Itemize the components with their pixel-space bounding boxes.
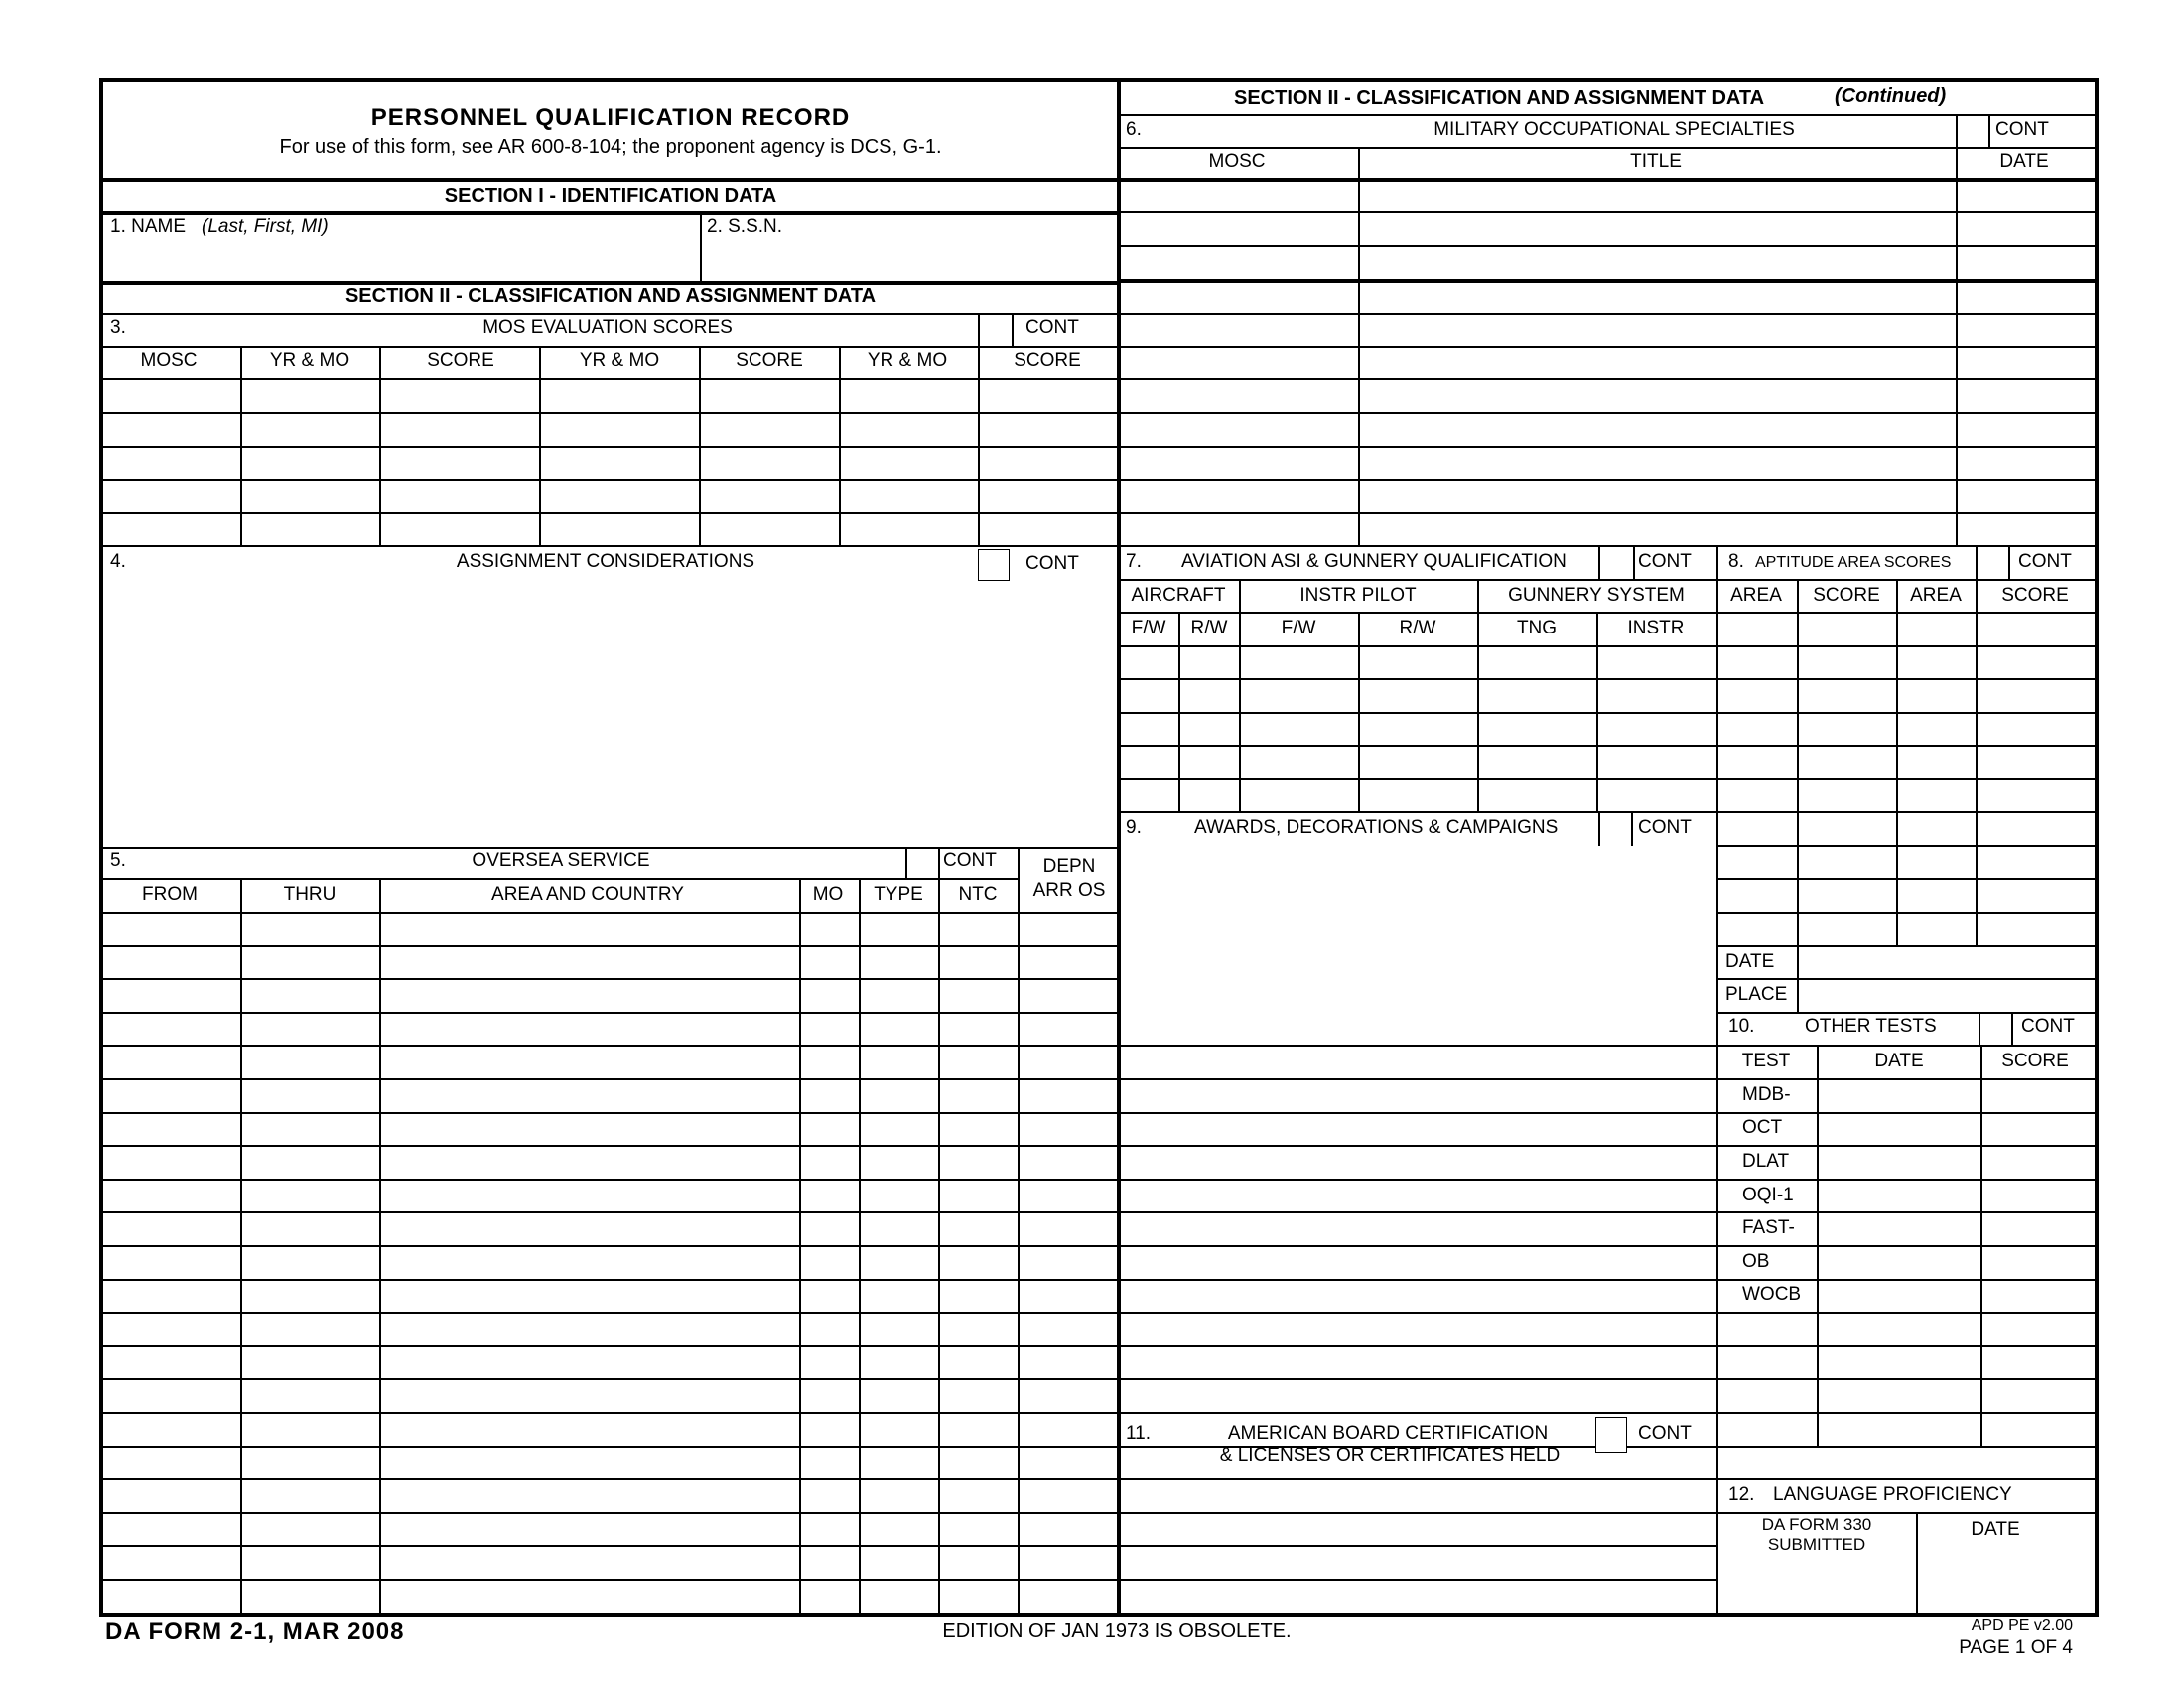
block-8-header-area-2: AREA xyxy=(1910,585,1962,606)
block-10-test-mdb: MDB- xyxy=(1742,1084,1791,1105)
block-12-submitted-field[interactable] xyxy=(1720,1557,1913,1611)
block-10-cont-label: CONT xyxy=(2021,1016,2075,1037)
edition-note: EDITION OF JAN 1973 IS OBSOLETE. xyxy=(942,1620,1292,1642)
block-5-row-line xyxy=(99,1145,1119,1147)
block-10-test-ob: OB xyxy=(1742,1251,1770,1272)
block-9-row-line xyxy=(1119,1245,1716,1247)
block-6-header-rule xyxy=(1119,147,2097,149)
block-8-place-field[interactable] xyxy=(1799,980,2092,1010)
block-10-row-line xyxy=(1716,1179,2097,1181)
block-7-sub-aircraft-rw: R/W xyxy=(1190,618,1228,638)
block-7-row-line xyxy=(1119,745,2097,747)
block-3-bottom-rule xyxy=(99,545,1119,547)
block-5-row-line xyxy=(99,1078,1119,1080)
block-7-cont-box-left xyxy=(1633,546,1635,579)
block-11-row-line xyxy=(1119,1545,1716,1547)
name-field[interactable] xyxy=(103,240,695,278)
block-6-title: MILITARY OCCUPATIONAL SPECIALTIES xyxy=(1433,119,1795,140)
block-10-row-line xyxy=(1716,1312,2097,1314)
block-5-row-line xyxy=(99,1345,1119,1347)
block-5-cont-checkbox[interactable] xyxy=(907,849,937,878)
block-5-row-line xyxy=(99,1312,1119,1314)
block-7-header-rule xyxy=(1119,579,2097,581)
block-5-row-line xyxy=(99,1012,1119,1014)
block-11-block-12-divider xyxy=(1716,1579,1718,1613)
block-10-row-line xyxy=(1716,1378,2097,1380)
block-6-row-line xyxy=(1119,279,2097,283)
form-number: DA FORM 2-1, MAR 2008 xyxy=(105,1618,405,1645)
block-10-test-dlat: DLAT xyxy=(1742,1151,1790,1172)
section-1-rule xyxy=(99,211,1119,215)
block-5-row-line xyxy=(99,978,1119,980)
block-12-header-da-form-330: DA FORM 330 xyxy=(1761,1515,1872,1534)
block-3-cont-label: CONT xyxy=(1025,317,1079,338)
block-5-header-arr-os: ARR OS xyxy=(1032,880,1106,901)
block-9-row-line xyxy=(1119,1211,1716,1213)
block-5-row-line xyxy=(99,1378,1119,1380)
block-6-row-line xyxy=(1119,512,2097,514)
block-5-header-mo: MO xyxy=(812,884,844,905)
block-11-title-line-1: AMERICAN BOARD CERTIFICATION xyxy=(1227,1423,1549,1444)
block-7-row-line xyxy=(1119,778,2097,780)
block-12-header-date: DATE xyxy=(1971,1519,2020,1540)
block-4-cont-label: CONT xyxy=(1025,553,1079,574)
block-7-col-line xyxy=(1477,579,1479,812)
block-6-header-date: DATE xyxy=(1999,151,2049,172)
block-6-row-line xyxy=(1119,446,2097,448)
block-9-title: AWARDS, DECORATIONS & CAMPAIGNS xyxy=(1194,817,1559,838)
block-6-row-line xyxy=(1119,412,2097,414)
block-7-block-8-divider xyxy=(1716,546,1718,1579)
block-5-header-from: FROM xyxy=(142,884,198,905)
block-8-col-line xyxy=(1976,579,1978,945)
block-5-row-line xyxy=(99,1579,1119,1581)
block-6-top-rule xyxy=(1119,114,2097,116)
block-9-row-line xyxy=(1119,1112,1716,1114)
block-5-row-line xyxy=(99,1446,1119,1448)
block-8-row-line xyxy=(1716,912,2097,914)
block-5-header-thru: THRU xyxy=(283,884,337,905)
block-4-cont-checkbox[interactable] xyxy=(978,549,1010,581)
block-8-place-label: PLACE xyxy=(1725,984,1788,1005)
block-10-title: OTHER TESTS xyxy=(1805,1016,1937,1037)
block-6-header-title: TITLE xyxy=(1630,151,1682,172)
block-3-header-rule xyxy=(99,346,1119,348)
block-9-row-line xyxy=(1119,1179,1716,1181)
block-10-row-line xyxy=(1716,1145,2097,1147)
block-12-header-submitted: SUBMITTED xyxy=(1767,1535,1866,1554)
block-9-cont-box-right xyxy=(1631,811,1633,846)
block-6-row-line xyxy=(1119,346,2097,348)
block-7-sub-gunnery-instr: INSTR xyxy=(1627,618,1685,638)
block-9-row-line xyxy=(1119,1145,1716,1147)
block-3-row-line xyxy=(99,378,1119,380)
block-5-header-rule xyxy=(99,878,1019,880)
section-2-heading: SECTION II - CLASSIFICATION AND ASSIGNMENT DATA xyxy=(344,285,877,307)
block-7-header-aircraft: AIRCRAFT xyxy=(1131,585,1226,606)
block-11-title-line-2: & LICENSES OR CERTIFICATES HELD xyxy=(1219,1445,1561,1466)
block-5-header-ntc: NTC xyxy=(958,884,998,905)
block-10-test-wocb: WOCB xyxy=(1742,1284,1802,1305)
block-5-row-line xyxy=(99,1045,1119,1047)
block-5-row-line xyxy=(99,1478,1119,1480)
block-3-row-line xyxy=(99,412,1119,414)
block-11-row-line xyxy=(1119,1478,1716,1480)
block-10-cont-checkbox[interactable] xyxy=(1980,1014,2010,1044)
block-5-row-line xyxy=(99,1112,1119,1114)
block-5-header-type: TYPE xyxy=(874,884,923,905)
block-12-date-field[interactable] xyxy=(1920,1557,2093,1611)
block-6-cont-label: CONT xyxy=(1995,119,2049,140)
block-5-header-depn: DEPN xyxy=(1042,856,1096,877)
block-9-cont-label: CONT xyxy=(1638,817,1692,838)
block-6-bottom-rule xyxy=(1119,545,2097,547)
block-11-row-line xyxy=(1119,1579,1716,1581)
block-6-row-line xyxy=(1119,313,2097,315)
block-7-header-gunnery-system: GUNNERY SYSTEM xyxy=(1508,585,1685,606)
block-10-row-line xyxy=(1716,1279,2097,1281)
block-10-header-test: TEST xyxy=(1741,1051,1791,1071)
block-10-row-line xyxy=(1716,1045,2097,1047)
block-8-number: 8. xyxy=(1728,551,1744,572)
name-ssn-divider xyxy=(700,212,702,282)
block-8-cont-box-right xyxy=(2008,546,2010,579)
block-6-cont-checkbox[interactable] xyxy=(1958,116,1987,147)
block-9-cont-checkbox[interactable] xyxy=(1600,813,1630,844)
block-6-number: 6. xyxy=(1126,119,1142,140)
block-10-header-date: DATE xyxy=(1874,1051,1924,1071)
block-7-sub-gunnery-tng: TNG xyxy=(1516,618,1558,638)
block-9-row-line xyxy=(1119,1045,1716,1047)
block-9-row-line xyxy=(1119,1279,1716,1281)
form-subtitle: For use of this form, see AR 600-8-104; the proponent agency is DCS, G-1. xyxy=(279,136,942,158)
block-11-row-line xyxy=(1119,1512,1716,1514)
block-4-text-area[interactable] xyxy=(103,586,1114,844)
block-8-cont-checkbox[interactable] xyxy=(1978,548,2007,578)
block-8-row-line xyxy=(1716,878,2097,880)
block-12-top-rule xyxy=(1716,1478,2097,1480)
block-9-row-line xyxy=(1119,1078,1716,1080)
block-12-number: 12. xyxy=(1728,1484,1755,1505)
block-7-cont-checkbox[interactable] xyxy=(1600,548,1630,578)
block-10-header-score: SCORE xyxy=(2001,1051,2069,1071)
block-10-row-line xyxy=(1716,1446,2097,1448)
block-5-row-line xyxy=(99,1211,1119,1213)
block-9-row-line xyxy=(1119,1412,1716,1414)
block-8-date-field[interactable] xyxy=(1799,947,2092,977)
block-4-bottom-rule xyxy=(99,847,1119,849)
block-8-row-line xyxy=(1716,612,2097,614)
block-10-row-line xyxy=(1716,1112,2097,1114)
block-10-test-fast: FAST- xyxy=(1742,1217,1795,1238)
name-label: 1. NAME xyxy=(110,216,187,237)
block-7-header-instr-pilot: INSTR PILOT xyxy=(1299,585,1417,606)
block-5-row-line xyxy=(99,1412,1119,1414)
block-8-title: APTITUDE AREA SCORES xyxy=(1755,554,1952,571)
block-3-header-score-3: SCORE xyxy=(1014,351,1081,371)
block-10-row-line xyxy=(1716,1245,2097,1247)
block-5-title: OVERSEA SERVICE xyxy=(472,850,650,871)
block-5-header-area-country: AREA AND COUNTRY xyxy=(491,884,684,905)
block-3-cont-box-right xyxy=(1012,314,1014,347)
block-10-test-oqi: OQI-1 xyxy=(1742,1185,1794,1205)
block-6-row-line xyxy=(1119,378,2097,380)
block-8-date-label: DATE xyxy=(1725,951,1775,972)
block-8-header-score-2: SCORE xyxy=(2001,585,2069,606)
block-10-number: 10. xyxy=(1728,1016,1755,1037)
block-6-cont-box-right xyxy=(1988,114,1990,148)
block-3-row-line xyxy=(99,479,1119,481)
block-3-title: MOS EVALUATION SCORES xyxy=(482,317,733,338)
block-11-cont-label: CONT xyxy=(1638,1423,1692,1444)
block-6-header-bottom-rule xyxy=(1119,178,2097,182)
frame-top xyxy=(99,78,2099,82)
block-8-col-line xyxy=(1896,579,1898,945)
block-3-header-yr-mo-1: YR & MO xyxy=(269,351,350,371)
section-1-heading: SECTION I - IDENTIFICATION DATA xyxy=(444,185,777,207)
block-6-row-line xyxy=(1119,211,2097,213)
header-rule xyxy=(99,178,1119,182)
block-5-header-bottom-rule xyxy=(99,912,1119,914)
block-3-row-line xyxy=(99,512,1119,514)
name-hint: (Last, First, MI) xyxy=(202,216,329,237)
block-5-row-line xyxy=(99,1512,1119,1514)
block-10-row-line xyxy=(1716,1211,2097,1213)
block-7-cont-label: CONT xyxy=(1638,551,1692,572)
block-5-number: 5. xyxy=(110,850,126,871)
block-8-header-area-1: AREA xyxy=(1730,585,1782,606)
block-11-cont-checkbox[interactable] xyxy=(1595,1417,1627,1453)
block-3-header-yr-mo-3: YR & MO xyxy=(867,351,948,371)
block-8-bottom-rule xyxy=(1716,1012,2097,1014)
block-3-row-line xyxy=(99,446,1119,448)
block-3-header-score-2: SCORE xyxy=(736,351,803,371)
block-5-row-line xyxy=(99,1179,1119,1181)
block-9-row-line xyxy=(1119,1378,1716,1380)
block-9-row-line xyxy=(1119,1312,1716,1314)
page-number: PAGE 1 OF 4 xyxy=(1959,1637,2073,1658)
block-5-cont-box-right xyxy=(938,847,940,879)
block-7-cont-box-edge xyxy=(1598,546,1600,579)
block-3-header-mosc: MOSC xyxy=(140,351,198,371)
block-7-row-line xyxy=(1119,678,2097,680)
section-2-continued-heading: SECTION II - CLASSIFICATION AND ASSIGNMENT DATA xyxy=(1234,87,1765,109)
block-3-header-score-1: SCORE xyxy=(427,351,494,371)
ssn-label: 2. S.S.N. xyxy=(707,216,783,237)
ssn-field[interactable] xyxy=(705,240,1112,278)
block-10-row-line xyxy=(1716,1078,2097,1080)
block-6-header-mosc: MOSC xyxy=(1208,151,1266,172)
block-11-number: 11. xyxy=(1126,1423,1152,1444)
block-4-title: ASSIGNMENT CONSIDERATIONS xyxy=(456,551,755,572)
block-3-number: 3. xyxy=(110,317,126,338)
block-12-col-line xyxy=(1916,1512,1918,1613)
block-7-sub-instr-rw: R/W xyxy=(1399,618,1436,638)
block-7-number: 7. xyxy=(1126,551,1142,572)
block-12-title: LANGUAGE PROFICIENCY xyxy=(1773,1484,2012,1505)
block-8-row-line xyxy=(1716,845,2097,847)
block-5-row-line xyxy=(99,1545,1119,1547)
block-9-row-line xyxy=(1119,1345,1716,1347)
block-3-header-yr-mo-2: YR & MO xyxy=(579,351,660,371)
block-5-row-line xyxy=(99,1279,1119,1281)
block-8-header-score-1: SCORE xyxy=(1813,585,1880,606)
frame-bottom xyxy=(99,1613,2099,1617)
block-7-sub-instr-fw: F/W xyxy=(1281,618,1316,638)
block-7-subheader-rule xyxy=(1119,612,1717,614)
block-8-cont-label: CONT xyxy=(2018,551,2072,572)
block-5-col-line xyxy=(1018,847,1020,1613)
block-5-row-line xyxy=(99,945,1119,947)
block-7-row-line xyxy=(1119,712,2097,714)
block-7-title: AVIATION ASI & GUNNERY QUALIFICATION xyxy=(1181,551,1567,572)
block-8-col-line xyxy=(1797,579,1799,945)
form-title: PERSONNEL QUALIFICATION RECORD xyxy=(370,104,851,131)
block-7-row-line xyxy=(1119,645,2097,647)
block-5-cont-label: CONT xyxy=(943,850,997,871)
section-2-rule xyxy=(99,313,1119,315)
block-10-row-line xyxy=(1716,1412,2097,1414)
block-10-cont-box-right xyxy=(2011,1012,2013,1046)
block-7-col-line xyxy=(1239,579,1241,812)
block-6-row-line xyxy=(1119,245,2097,247)
block-5-row-line xyxy=(99,1245,1119,1247)
block-6-row-line xyxy=(1119,479,2097,481)
section-2-continued-label: (Continued) xyxy=(1835,85,1947,107)
block-10-row-line xyxy=(1716,1345,2097,1347)
block-7-sub-aircraft-fw: F/W xyxy=(1131,618,1166,638)
block-9-number: 9. xyxy=(1126,817,1142,838)
block-3-cont-checkbox[interactable] xyxy=(980,316,1010,346)
block-10-test-oct: OCT xyxy=(1742,1117,1783,1138)
version-label: APD PE v2.00 xyxy=(1971,1618,2073,1634)
block-4-number: 4. xyxy=(110,551,126,572)
